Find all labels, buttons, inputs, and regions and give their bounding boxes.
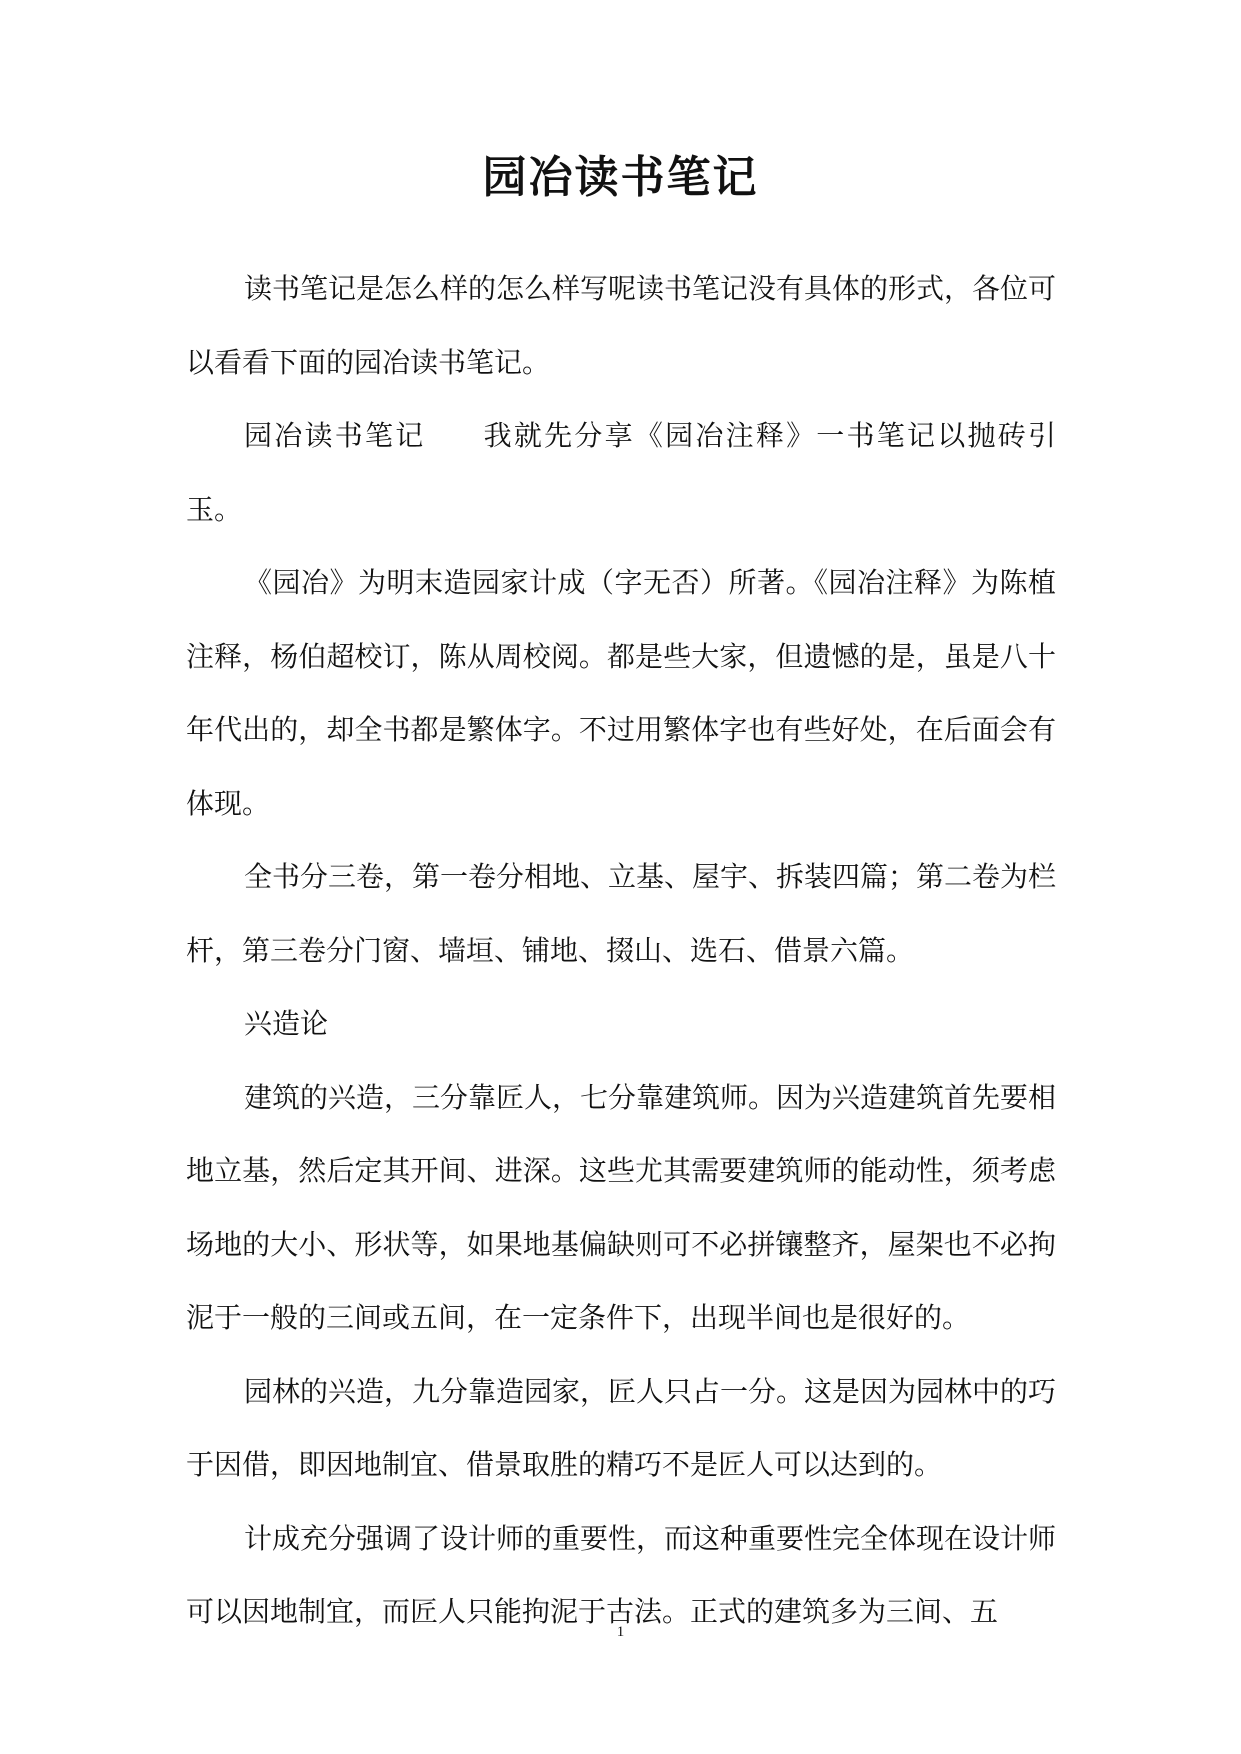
- document-body: [186, 252, 1056, 1649]
- paragraph-volumes: 全书分三卷，第一卷分相地、立基、屋宇、拆装四篇；第二卷为栏杆，第三卷分门窗、墙垣、铺地、掇山、选石、借景六篇。: [186, 860, 1057, 967]
- section-heading-xingzaolun: 兴造论: [244, 1007, 329, 1040]
- paragraph-garden: 园林的兴造，九分靠造园家，匠人只占一分。这是因为园林中的巧于因借，即因地制宜、借景取胜的精巧不是匠人可以达到的。: [186, 1374, 1057, 1481]
- paragraph-architecture: 建筑的兴造，三分靠匠人，七分靠建筑师。因为兴造建筑首先要相地立基，然后定其开间、进深。这些尤其需要建筑师的能动性，须考虑场地的大小、形状等，如果地基偏缺则可不必拼镶整齐，屋架也不必拘泥于一般的三间或五间，在一定条件下，出现半间也是很好的。: [186, 1080, 1057, 1334]
- paragraph-share-text: 我就先分享《园冶注释》一书笔记以抛砖引玉。: [186, 419, 1056, 526]
- paragraph-share-label: 园冶读书笔记: [244, 419, 426, 452]
- page-number: 1: [616, 1624, 625, 1640]
- document-title: 园冶读书笔记: [482, 152, 759, 203]
- paragraph-intro: 读书笔记是怎么样的怎么样写呢读书笔记没有具体的形式，各位可以看看下面的园冶读书笔记。: [186, 272, 1057, 379]
- paragraph-share: [186, 399, 1056, 546]
- paragraph-book-info: 《园冶》为明末造园家计成（字无否）所著。《园冶注释》为陈植注释，杨伯超校订，陈从周校阅。都是些大家，但遗憾的是，虽是八十年代出的，却全书都是繁体字。不过用繁体字也有些好处，在后面会有体现。: [186, 566, 1056, 820]
- paragraph-designer: 计成充分强调了设计师的重要性，而这种重要性完全体现在设计师可以因地制宜，而匠人只能拘泥于古法。正式的建筑多为三间、五: [186, 1521, 1057, 1628]
